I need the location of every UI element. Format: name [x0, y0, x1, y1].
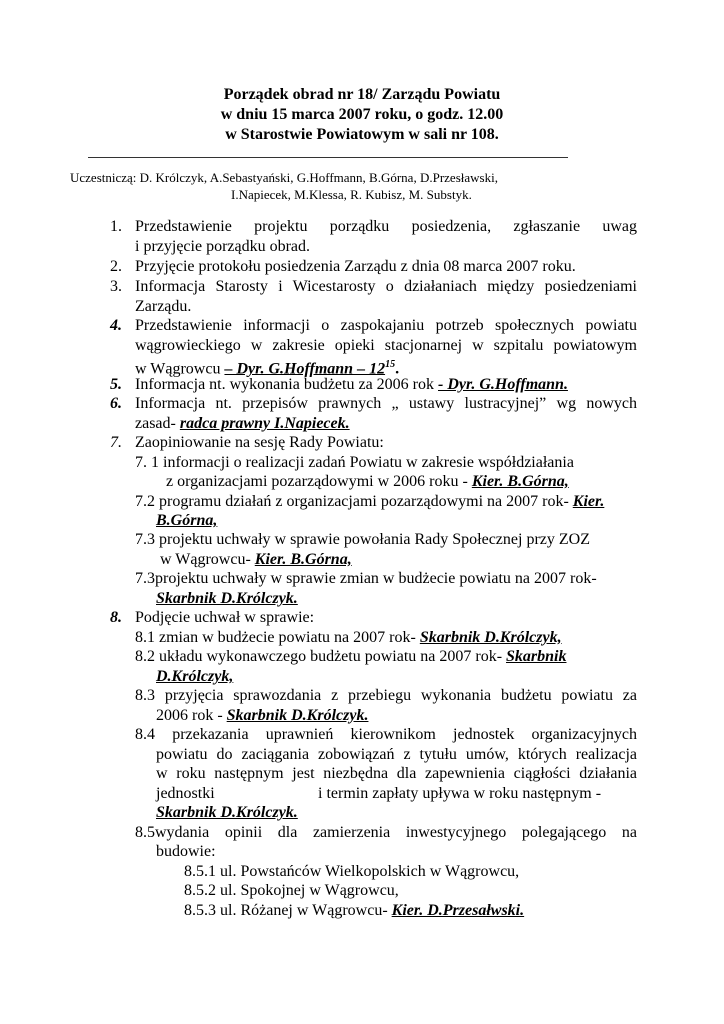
item-4-responsible: – Dyr. G.Hoffmann – 12 — [224, 360, 386, 378]
subitem-8-5-line-1: 8.5wydania opinii dla zamierzenia inwestycyjnego polegającego na — [135, 824, 637, 841]
subitem-8-5-1: 8.5.1 ul. Powstańców Wielkopolskich w Wągrowcu, — [184, 863, 520, 880]
item-8-line-1: Podjęcie uchwał w sprawie: — [135, 609, 315, 626]
subitem-8-3-line-2 — [156, 706, 368, 726]
item-6-text: zasad- — [135, 415, 180, 432]
subitem-7-4-line-2 — [156, 589, 298, 609]
subitem-7-1-line-2 — [166, 472, 569, 492]
subitem-7-4-line-1: 7.3projektu uchwały w sprawie zmian w budżecie powiatu na 2007 rok- — [135, 570, 597, 587]
subitem-8-2-responsible-name: D.Królczyk, — [156, 668, 234, 685]
subitem-8-2-responsible: Skarbnik — [506, 648, 567, 665]
item-6-responsible: radca prawny I.Napiecek. — [179, 415, 350, 432]
subitem-7-3-line-1: 7.3 projektu uchwały w sprawie powołania Rady Społecznej przy ZOZ — [135, 531, 590, 548]
subitem-8-2-line-1 — [135, 647, 566, 667]
subitem-8-4-line-4-b: i termin zapłaty upływa w roku następnym - — [318, 785, 602, 802]
subitem-8-1-line-1 — [135, 628, 562, 648]
subitem-7-3-responsible: Kier. B.Górna, — [254, 551, 352, 568]
subitem-7-3-text: w Wągrowcu- — [160, 551, 255, 568]
item-1-line-1: Przedstawienie projektu porządku posiedzenia, zgłaszanie uwag — [135, 218, 637, 235]
subitem-7-4-responsible: Skarbnik D.Królczyk. — [156, 590, 298, 607]
item-4-period: . — [395, 360, 400, 378]
subitem-8-1-responsible: Skarbnik D.Królczyk, — [419, 629, 562, 646]
subitem-8-5-3 — [184, 901, 524, 921]
subitem-7-3-line-2 — [160, 550, 352, 570]
subitem-7-1-text: z organizacjami pozarządowymi w 2006 roku - — [166, 473, 472, 490]
subitem-8-5-3-text: 8.5.3 ul. Różanej w Wągrowcu- — [184, 902, 392, 919]
subitem-8-4-line-1: 8.4 przekazania uprawnień kierownikom jednostek organizacyjnych — [135, 726, 637, 743]
subitem-7-1-responsible: Kier. B.Górna, — [471, 473, 569, 490]
item-6-line-1: Informacja nt. przepisów prawnych „ ustawy lustracyjnej” wg nowych — [135, 395, 637, 412]
subitem-7-1-line-1: 7. 1 informacji o realizacji zadań Powiatu w zakresie współdziałania — [135, 454, 574, 471]
item-3-line-2: Zarządu. — [135, 298, 192, 315]
subitem-7-2-responsible: Kier. — [572, 493, 605, 510]
item-2-line-1: Przyjęcie protokołu posiedzenia Zarządu z dnia 08 marca 2007 roku. — [135, 258, 576, 275]
item-4-line-2: wągrowieckiego w zakresie opieki stacjonarnej w szpitalu powiatowym — [135, 337, 637, 354]
item-number-2: 2. — [110, 258, 122, 275]
subitem-8-5-3-responsible: Kier. D.Przesałwski. — [391, 902, 525, 919]
subitem-8-5-2: 8.5.2 ul. Spokojnej w Wągrowcu, — [184, 882, 399, 899]
subitem-8-2-text: 8.2 układu wykonawczego budżetu powiatu na 2007 rok- — [135, 648, 507, 665]
subitem-8-2-line-2 — [156, 667, 233, 687]
item-7-line-1: Zaopiniowanie na sesję Rady Powiatu: — [135, 434, 384, 451]
item-number-3: 3. — [110, 278, 122, 295]
subitem-8-4-line-5 — [156, 803, 298, 823]
subitem-8-3-line-1: 8.3 przyjęcia sprawozdania z przebiegu wykonania budżetu powiatu za — [135, 687, 637, 704]
subitem-8-3-text: 2006 rok - — [156, 707, 227, 724]
item-4-minutes: 15 — [385, 359, 396, 370]
item-5-responsible: - Dyr. G.Hoffmann. — [438, 376, 568, 393]
item-1-line-2: i przyjęcie porządku obrad. — [135, 238, 311, 255]
subitem-8-4-responsible: Skarbnik D.Królczyk. — [156, 804, 298, 821]
item-5-line-1 — [135, 375, 568, 395]
item-3-line-1: Informacja Starosty i Wicestarosty o działaniach między posiedzeniami — [135, 278, 637, 295]
item-number-5: 5. — [110, 376, 122, 393]
subitem-7-2-line-2 — [156, 511, 217, 531]
subitem-7-2-responsible-name: B.Górna, — [156, 512, 218, 529]
item-4-line-1: Przedstawienie informacji o zaspokajaniu potrzeb społecznych powiatu — [135, 317, 637, 334]
attendees-line-2: I.Napiecek, M.Klessa, R. Kubisz, M. Substyk. — [231, 187, 472, 202]
subitem-7-2-text: 7.2 programu działań z organizacjami pozarządowymi na 2007 rok- — [135, 493, 573, 510]
header-divider — [88, 157, 568, 158]
title-line-2: w dniu 15 marca 2007 roku, o godz. 12.00 — [220, 106, 504, 123]
subitem-8-4-line-3: w roku następnym jest niezbędna dla zapewnienia ciągłości działania — [156, 765, 637, 782]
attendees-line-1: Uczestniczą: D. Królczyk, A.Sebastyański, G.Hoffmann, B.Górna, D.Przesławski, — [70, 170, 498, 185]
title-line-1: Porządek obrad nr 18/ Zarządu Powiatu — [223, 86, 501, 103]
item-number-8: 8. — [110, 609, 122, 626]
subitem-8-1-text: 8.1 zmian w budżecie powiatu na 2007 rok- — [135, 629, 420, 646]
subitem-8-5-line-2: budowie: — [156, 843, 216, 860]
subitem-8-4-line-4-a: jednostki — [156, 785, 215, 802]
item-number-6: 6. — [110, 395, 122, 412]
item-number-4: 4. — [110, 317, 122, 334]
item-5-text: Informacja nt. wykonania budżetu za 2006 rok — [135, 376, 439, 393]
item-4-text: w Wągrowcu — [135, 360, 225, 378]
subitem-7-2-line-1 — [135, 492, 604, 512]
item-number-7: 7. — [110, 434, 122, 451]
subitem-8-4-line-2: powiatu do zaciągania zobowiązań z tytułu umów, których realizacja — [156, 746, 637, 763]
item-number-1: 1. — [110, 218, 122, 235]
title-line-3: w Starostwie Powiatowym w sali nr 108. — [225, 126, 499, 143]
item-6-line-2 — [135, 414, 350, 434]
subitem-8-3-responsible: Skarbnik D.Królczyk. — [226, 707, 369, 724]
